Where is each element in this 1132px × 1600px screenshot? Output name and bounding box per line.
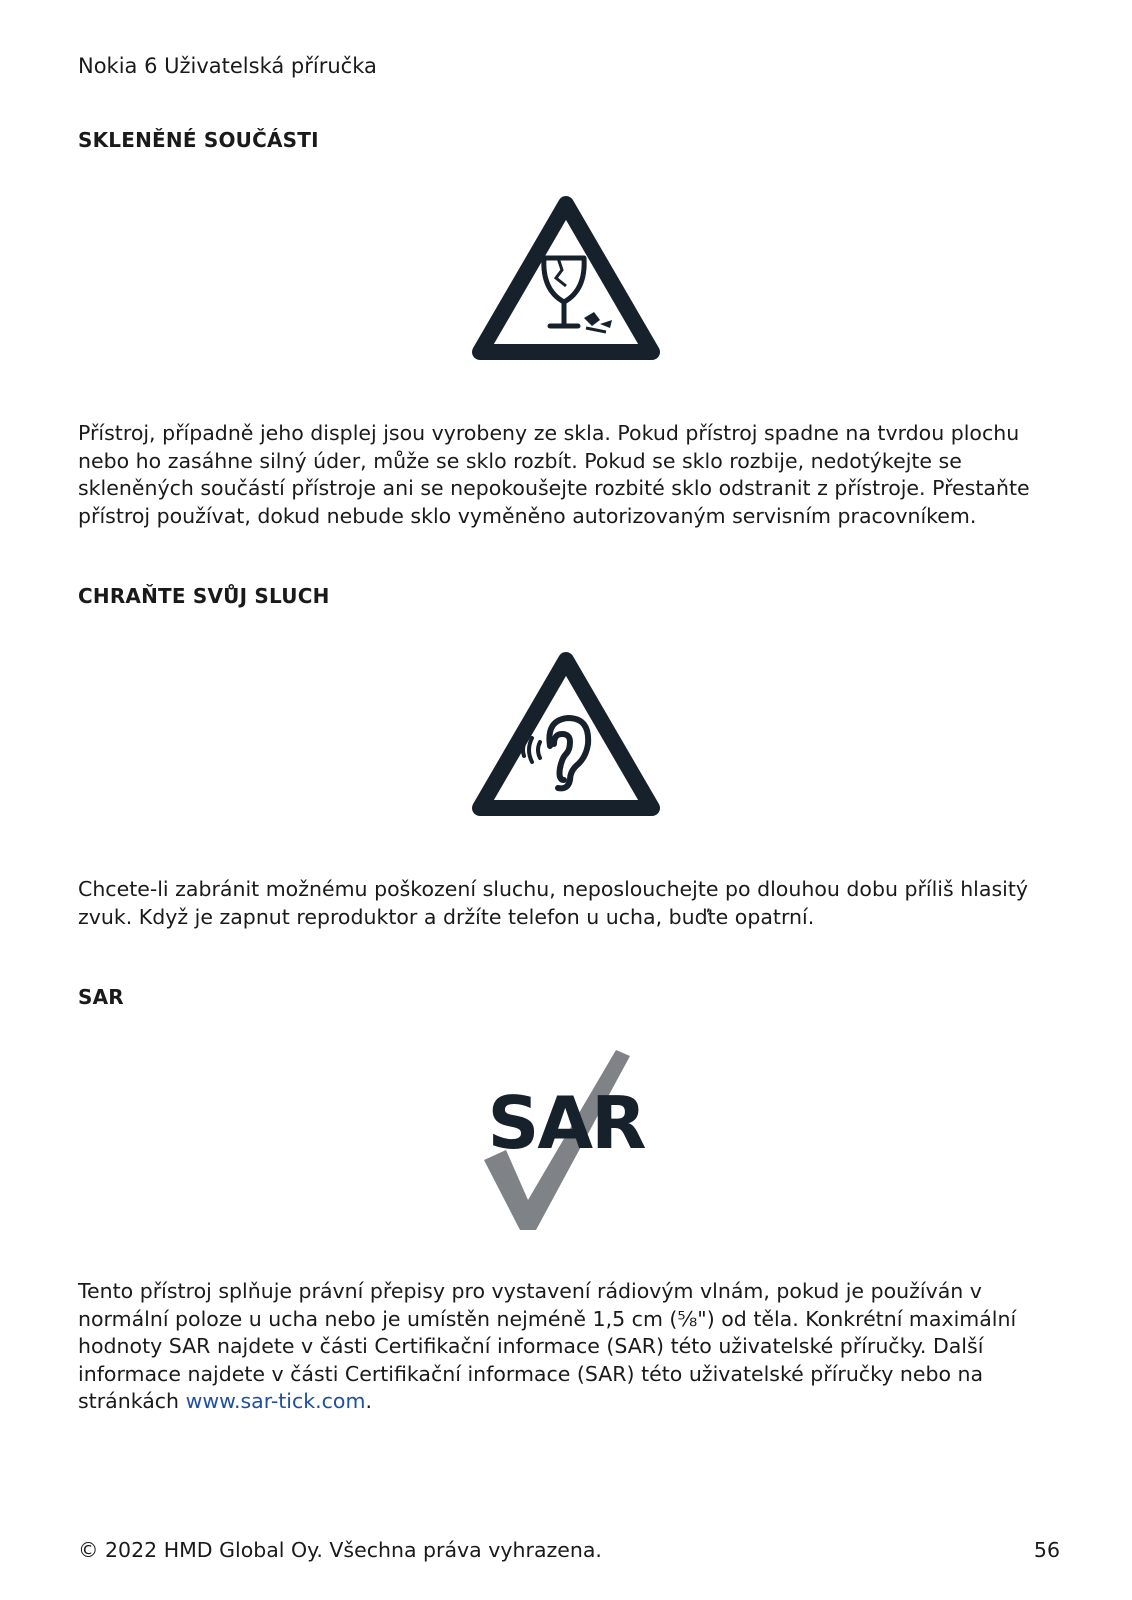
section-text-sar <box>78 1278 1068 1416</box>
section-heading-glass: SKLENĚNÉ SOUČÁSTI <box>78 128 319 152</box>
sar-text-end: . <box>365 1389 372 1413</box>
section-heading-sar: SAR <box>78 985 124 1009</box>
sar-tick-logo <box>466 1050 666 1230</box>
document-title: Nokia 6 Uživatelská příručka <box>78 54 377 78</box>
section-heading-hearing: CHRAŇTE SVŮJ SLUCH <box>78 584 330 608</box>
page-number: 56 <box>1033 1538 1060 1562</box>
section-text-glass: Přístroj, případně jeho displej jsou vyrobeny ze skla. Pokud přístroj spadne na tvrdou plochu nebo ho zasáhne silný úder, může se sklo rozbít. Pokud se sklo rozbije, nedotýkejte se skleněných součástí přístroje ani se nepokoušejte rozbité sklo odstranit z přístroje. Přestaňte přístroj používat, dokud nebude sklo vyměněno autorizovaným servisním pracovníkem. <box>78 421 1030 528</box>
sar-text-body: Tento přístroj splňuje právní přepisy pro vystavení rádiovým vlnám, pokud je používán v normální poloze u ucha nebo je umístěn nejméně 1,5 cm (⅝") od těla. Konkrétní maximální hodnoty SAR najdete v části Certifikační informace (SAR) této uživatelské příručky. Další informace najdete v části Certifikační informace (SAR) této uživatelské příručky nebo na stránkách <box>78 1279 1017 1413</box>
sar-tick-link[interactable]: www.sar-tick.com <box>185 1389 366 1413</box>
footer-copyright: © 2022 HMD Global Oy. Všechna práva vyhrazena. <box>78 1538 602 1562</box>
hearing-warning-icon <box>466 646 666 826</box>
section-text-hearing: Chcete-li zabránit možnému poškození sluchu, neposlouchejte po dlouhou dobu příliš hlasitý zvuk. Když je zapnut reproduktor a držíte telefon u ucha, buďte opatrní. <box>78 877 1028 929</box>
sar-logo-text: SAR <box>487 1081 645 1165</box>
broken-glass-warning-icon <box>466 190 666 370</box>
